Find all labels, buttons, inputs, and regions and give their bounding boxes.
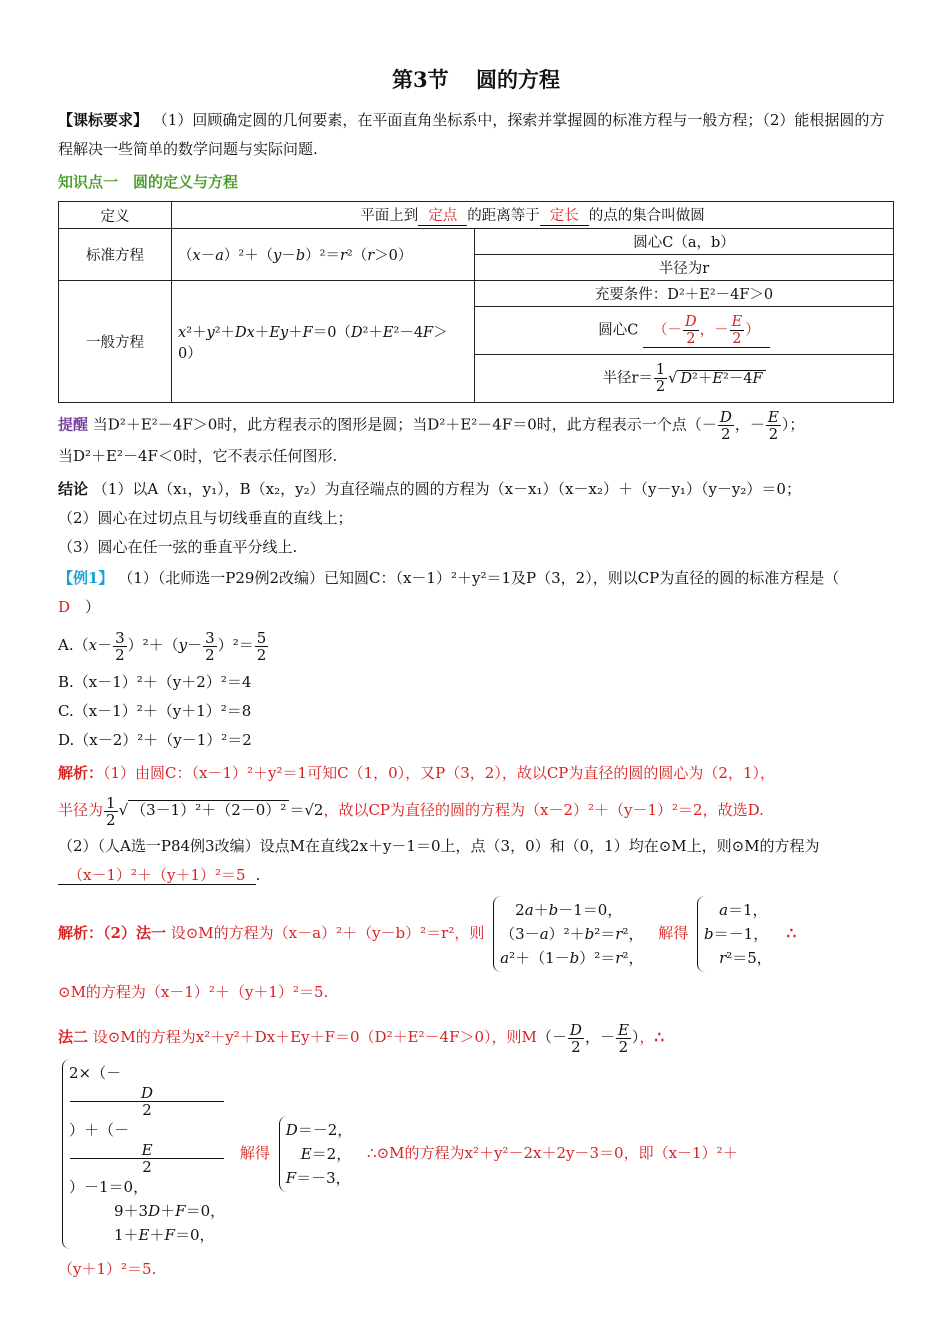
document-page xyxy=(58,58,894,1284)
equation-system-1: 2a＋b－1＝0， （3－a）²＋b²＝r²， a²＋（1－b）²＝r²， xyxy=(493,896,649,972)
solution-2-method-2-systems: 2×（－ D 2 ）＋（－ E 2 ）－1＝0， 9＋3D＋F＝0， 1＋E＋F＝0， 解得 D＝－2， E＝2， F＝－3， ∴⊙M的方程为x²＋y²－2x＋2y－3＝0，即（x－1）²＋ xyxy=(58,1059,894,1249)
equation-system-2: 2×（－ D 2 ）＋（－ E 2 ）－1＝0， 9＋3D＋F＝0， 1＋E＋F＝0， xyxy=(62,1059,231,1249)
page-title xyxy=(58,64,894,94)
answer-blank-2: （x－1）²＋（y＋1）²＝5 xyxy=(58,866,256,885)
solution-1: 解析：（1）由圆C：（x－1）²＋y²＝1可知C（1，0），又P（3，2），故以CP为直径的圆的圆心为（2，1）， xyxy=(58,764,775,782)
standard-center: 圆心C（a，b） xyxy=(475,229,894,255)
example-tag: 【例1】 xyxy=(58,569,114,587)
solution-2-result: ⊙M的方程为（x－1）²＋（y＋1）²＝5. xyxy=(58,983,329,1001)
blank-fixed-point: 定点 xyxy=(418,207,467,226)
standard-radius: 半径为r xyxy=(475,255,894,281)
reminder: 提醒 当D²＋E²－4F＞0时，此方程表示的图形是圆；当D²＋E²－4F＝0时，此方程表示一个点（－ $\frac{D}{2}$ ，－ $\frac{E}{2}$ ）； xyxy=(58,408,805,443)
section-name: 圆的方程 xyxy=(475,67,560,92)
section-number: 第3节 xyxy=(392,67,449,92)
solution-tag: 解析： xyxy=(58,764,104,782)
option-d: D.（x－2）²＋（y－1）²＝2 xyxy=(58,731,252,749)
definition-text: 平面上到 定点 的距离等于 定长 的点的集合叫做圆 xyxy=(172,202,894,229)
solution-2-method-2: 法二 设⊙M的方程为x²＋y²＋Dx＋Ey＋F＝0（D²＋E²－4F＞0），则M（－ $\frac{D}{2}$ ，－ $\frac{E}{2}$ ），∴ xyxy=(58,1020,664,1056)
option-b: B.（x－1）²＋（y＋2）²＝4 xyxy=(58,673,252,691)
curriculum-requirement xyxy=(58,106,894,164)
conclusion-tag: 结论 xyxy=(58,481,89,498)
example-1-question-1: 【例1】 （1）（北师选一P29例2改编）已知圆C：（x－1）²＋y²＝1及P（3，2），则以CP为直径的圆的标准方程是（ D ） xyxy=(58,569,840,616)
option-a: A.（x－ $\frac{3}{2}$ ）²＋（y－ $\frac{3}{2}$ ）²＝ $\frac{5}{2}$ xyxy=(58,628,267,664)
solution-1-line2: 半径为 $\frac{1}{2}$ √ （3－1）²＋（2－0）² ＝√2，故以CP为直径的圆的方程为（x－2）²＋（y－1）²＝2，故选D. xyxy=(58,793,764,829)
option-c: C.（x－1）²＋（y＋1）²＝8 xyxy=(58,702,252,720)
example-1-question-2: （2）（人A选一P84例3改编）设点M在直线2x＋y－1＝0上，点（3，0）和（0，1）均在⊙M上，则⊙M的方程为（x－1）²＋（y＋1）²＝5 . xyxy=(58,837,820,884)
conclusion: 结论 （1）以A（x₁，y₁），B（x₂，y₂）为直径端点的圆的方程为（x－x₁）（x－x₂）＋（y－y₁）（y－y₂）＝0； xyxy=(58,480,801,498)
general-radius: 半径r＝ $\frac{1}{2}$ √ D²＋E²－4F xyxy=(475,355,894,403)
conclusion-item-3: （3）圆心在任一弦的垂直平分线上. xyxy=(58,538,298,556)
center-blank: （－ $\frac{D}{2}$ ，－ $\frac{E}{2}$ ） xyxy=(643,314,770,348)
general-equation-formula: x²＋y²＋Dx＋Ey＋F＝0（D²＋E²－4F＞ 0） xyxy=(172,281,475,403)
circle-definition-table xyxy=(58,201,894,403)
general-condition: 充要条件：D²＋E²－4F＞0 xyxy=(475,281,894,307)
reminder-tag: 提醒 xyxy=(58,416,89,434)
reminder-line2: 当D²＋E²－4F＜0时，它不表示任何图形. xyxy=(58,447,338,465)
answer-choice: D xyxy=(58,598,71,616)
solution-2-final: （y＋1）²＝5. xyxy=(58,1260,157,1278)
knowledge-point-heading: 知识点一 圆的定义与方程 xyxy=(58,174,239,191)
standard-equation-label: 标准方程 xyxy=(59,229,172,281)
blank-fixed-length: 定长 xyxy=(540,207,589,226)
general-center: 圆心C （－ $\frac{D}{2}$ ，－ $\frac{E}{2}$ ） xyxy=(475,307,894,355)
standard-equation-formula: （x－a）²＋（y－b）²＝r²（r＞0） xyxy=(172,229,475,281)
general-equation-label: 一般方程 xyxy=(59,281,172,403)
solution-2-method-1: 解析：（2）法一 设⊙M的方程为（x－a）²＋（y－b）²＝r²，则 2a＋b－1＝0， （3－a）²＋b²＝r²， a²＋（1－b）²＝r²， 解得 a＝1， b＝－1， r²＝5， ∴ xyxy=(58,896,894,972)
solution-system-1: a＝1， b＝－1， r²＝5， xyxy=(697,896,778,972)
definition-label: 定义 xyxy=(59,202,172,229)
requirement-tag: 【课标要求】 xyxy=(58,111,149,129)
solution-system-2: D＝－2， E＝2， F＝－3， xyxy=(279,1116,359,1192)
conclusion-item-2: （2）圆心在过切点且与切线垂直的直线上； xyxy=(58,509,353,527)
requirement-text: （1）回顾确定圆的几何要素，在平面直角坐标系中，探索并掌握圆的标准方程与一般方程；（2）能根据圆的方程解决一些简单的数学问题与实际问题. xyxy=(58,111,885,158)
